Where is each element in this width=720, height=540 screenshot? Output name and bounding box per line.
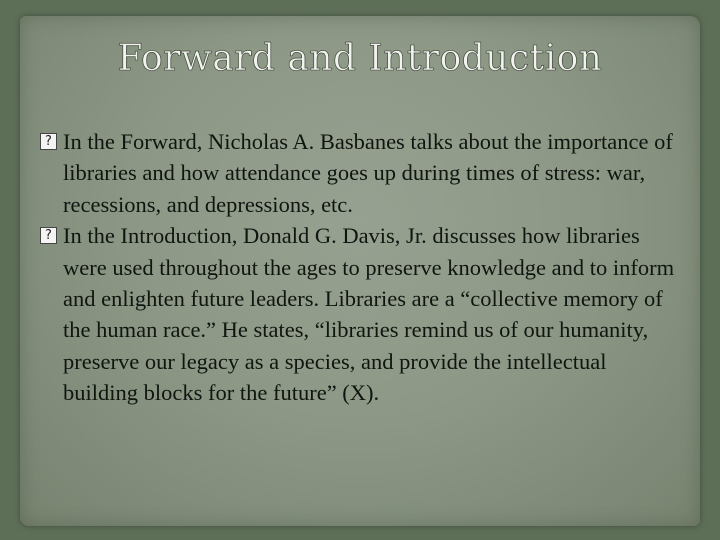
- slide-title: Forward and Introduction: [117, 38, 603, 79]
- bullet-text: In the Forward, Nicholas A. Basbanes talks about the importance of libraries and how attendance goes up during times of stress: war, recessions, and depressions, etc.: [63, 129, 673, 217]
- missing-glyph-icon: ?: [40, 133, 57, 150]
- bullet-item-introduction: [40, 220, 680, 408]
- bullet-item-forward: [40, 126, 680, 220]
- missing-glyph-icon: ?: [40, 227, 57, 244]
- bullet-text: In the Introduction, Donald G. Davis, Jr. discusses how libraries were used throughout the ages to preserve knowledge and to inform and enlighten future leaders. Libraries are a “collective memory of the human race.” He states, “libraries remind us of our humanity, preserve our legacy as a species, and provide the intellectual building blocks for the future” (X).: [63, 223, 675, 406]
- bullet-list: [40, 126, 680, 409]
